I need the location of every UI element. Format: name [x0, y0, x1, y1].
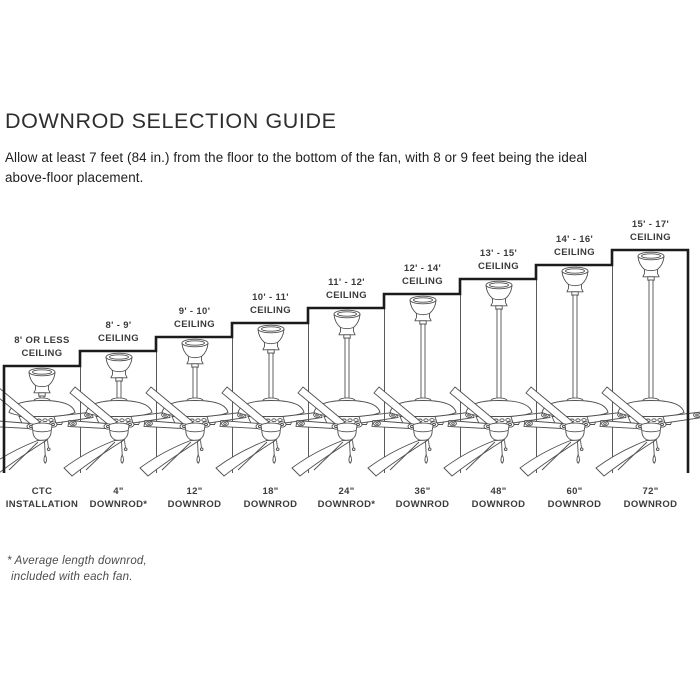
intro-text: [5, 148, 587, 187]
intro-line-1: Allow at least 7 feet (84 in.) from the floor to the bottom of the fan, with 8 or 9 feet being the ideal: [5, 150, 588, 165]
ceiling-fan-illustration: [233, 323, 309, 479]
fan-column-7: [460, 248, 536, 510]
ceiling-height-label: 12' - 14' CEILING: [402, 263, 443, 287]
fan-column-8: [536, 234, 612, 510]
footnote-line-1: * Average length downrod,: [7, 555, 147, 567]
fan-column-1: [4, 335, 80, 510]
ceiling-fan-illustration: [613, 250, 689, 479]
downrod-size-label: 48" DOWNROD: [471, 486, 526, 510]
ceiling-fan-illustration: [309, 308, 385, 479]
ceiling-height-label: 13' - 15' CEILING: [478, 248, 519, 272]
ceiling-height-label: 9' - 10' CEILING: [174, 306, 215, 330]
downrod-diagram: [0, 210, 700, 595]
downrod-size-label: 18" DOWNROD: [243, 486, 298, 510]
downrod-size-label: 60" DOWNROD: [547, 486, 602, 510]
ceiling-height-label: 11' - 12' CEILING: [326, 277, 367, 301]
footnote: [7, 554, 147, 585]
intro-line-2: above-floor placement.: [5, 169, 144, 185]
downrod-size-label: 24" DOWNROD*: [317, 486, 376, 510]
downrod-size-label: 36" DOWNROD: [395, 486, 450, 510]
fan-column-5: [308, 277, 384, 510]
downrod-size-label: 4" DOWNROD*: [89, 486, 148, 510]
fan-column-6: [384, 263, 460, 510]
fan-column-4: [232, 292, 308, 510]
ceiling-height-label: 15' - 17' CEILING: [630, 219, 671, 243]
footnote-line-2: included with each fan.: [11, 570, 133, 583]
downrod-size-label: 12" DOWNROD: [167, 486, 222, 510]
ceiling-fan-illustration: [385, 294, 461, 479]
ceiling-fan-illustration: [537, 265, 613, 479]
ceiling-fan-illustration: [157, 337, 233, 479]
ceiling-height-label: 8' - 9' CEILING: [98, 320, 139, 344]
downrod-size-label: 72" DOWNROD: [623, 486, 678, 510]
ceiling-height-label: 10' - 11' CEILING: [250, 292, 291, 316]
page-title: DOWNROD SELECTION GUIDE: [5, 109, 337, 133]
ceiling-height-label: 8' OR LESS CEILING: [14, 335, 70, 359]
fan-column-9: [612, 219, 688, 510]
downrod-size-label: CTC INSTALLATION: [5, 486, 79, 510]
ceiling-fan-illustration: [461, 279, 537, 479]
ceiling-fan-illustration: [81, 351, 157, 479]
ceiling-height-label: 14' - 16' CEILING: [554, 234, 595, 258]
fan-column-2: [80, 320, 156, 510]
fan-column-3: [156, 306, 232, 510]
